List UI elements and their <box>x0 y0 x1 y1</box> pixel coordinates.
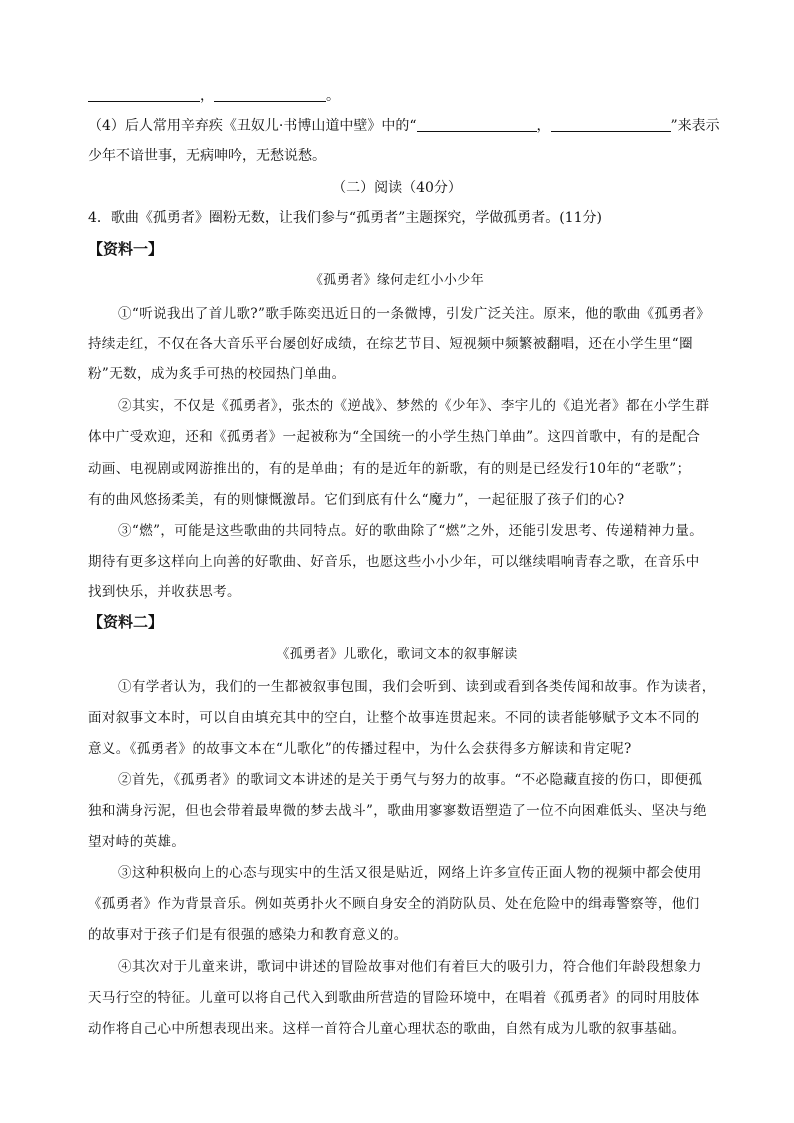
paragraph-line: ③这种积极向上的心态与现实中的生活又很是贴近，网络上许多宣传正面人物的视频中都会使用 <box>118 865 702 881</box>
paragraph-line: 天马行空的特征。儿童可以将自己代入到歌曲所营造的冒险环境中，在唱着《孤勇者》的同时用肢体 <box>88 990 700 1006</box>
paragraph-line: 期待有更多这样向上向善的好歌曲、好音乐，也愿这些小小少年，可以继续唱响青春之歌，在音乐中 <box>88 554 700 570</box>
paragraph-line: ②其实，不仅是《孤勇者》，张杰的《逆战》、梦然的《少年》、李宇儿的《追光者》都在小学生群 <box>118 398 710 414</box>
paragraph-line: ②首先，《孤勇者》的歌词文本讲述的是关于勇气与努力的故事。“不必隐藏直接的伤口，即便孤 <box>118 772 703 788</box>
paragraph-line: 有的曲风悠扬柔美，有的则慷慨激昂。它们到底有什么“魔力”，一起征服了孩子们的心? <box>88 492 625 508</box>
paragraph-line: ③“燃”，可能是这些歌曲的共同特点。好的歌曲除了“燃”之外，还能引发思考、传递精神力量。 <box>118 523 704 539</box>
section-heading: （二）阅读（40分） <box>332 180 462 196</box>
paragraph-line: 独和满身污泥，但也会带着最卑微的梦去战斗”，歌曲用寥寥数语塑造了一位不向困难低头、坚决与绝 <box>88 803 707 819</box>
question-4-prompt: 4．歌曲《孤勇者》圈粉无数，让我们参与“孤勇者”主题探究，学做孤勇者。(11分) <box>88 210 602 226</box>
paragraph-line: ①有学者认为，我们的一生都被叙事包围，我们会听到、读到或看到各类传闻和故事。作为读者， <box>118 679 716 695</box>
material-2-label: 【资料二】 <box>88 613 164 631</box>
paragraph-line: ④其次对于儿童来讲，歌词中讲述的冒险故事对他们有着巨大的吸引力，符合他们年龄段想象力 <box>118 959 702 975</box>
paragraph-line: 意义。《孤勇者》的故事文本在“儿歌化”的传播过程中，为什么会获得多方解读和肯定呢? <box>88 741 632 757</box>
material-2-title: 《孤勇者》儿歌化，歌词文本的叙事解读 <box>276 647 518 662</box>
material-1-title: 《孤勇者》缘何走红小小少年 <box>309 273 485 288</box>
paragraph-line: 动画、电视剧或网游推出的，有的是单曲；有的是近年的新歌，有的则是已经发行10年的“老歌”； <box>88 461 691 477</box>
paragraph-line: 的故事对于孩子们是有很强的感染力和教育意义的。 <box>88 927 408 943</box>
question-3-4-cont: 少年不谙世事，无病呻吟，无愁说愁。 <box>88 148 326 164</box>
answer-blank[interactable] <box>214 87 326 102</box>
paragraph-line: ①“听说我出了首儿歌?”歌手陈奕迅近日的一条微博，引发广泛关注。原来，他的歌曲《孤勇者》 <box>118 306 711 322</box>
paragraph-line: 持续走红，不仅在各大音乐平台屡创好成绩，在综艺节目、短视频中频繁被翻唱，还在小学生里“圈 <box>88 336 694 352</box>
material-1-label: 【资料一】 <box>88 240 164 258</box>
q3-tail-line: ， 。 <box>88 86 706 106</box>
answer-blank[interactable] <box>417 117 537 132</box>
answer-blank[interactable] <box>88 87 200 102</box>
paragraph-line: 找到快乐，并收获思考。 <box>88 584 241 600</box>
paragraph-line: 《孤勇者》作为背景音乐。例如英勇扑火不顾自身安全的消防队员、处在危险中的缉毒警察等，他们 <box>88 896 700 912</box>
answer-blank[interactable] <box>551 117 671 132</box>
paragraph-line: 粉”无数，成为炙手可热的校园热门单曲。 <box>88 366 346 382</box>
paragraph-line: 动作将自己心中所想表现出来。这样一首符合儿童心理状态的歌曲，自然有成为儿歌的叙事基础。 <box>88 1021 686 1037</box>
paragraph-line: 望对峙的英雄。 <box>88 834 186 850</box>
paragraph-line: 体中广受欢迎，还和《孤勇者》一起被称为“全国统一的小学生热门单曲”。这四首歌中，有的是配合 <box>88 429 701 445</box>
paragraph-line: 面对叙事文本时，可以自由填充其中的空白，让整个故事连贯起来。不同的读者能够赋予文本不同的 <box>88 710 700 726</box>
question-3-4: （4）后人常用辛弃疾《丑奴儿·书博山道中壁》中的“ ， ”来表示 <box>88 118 720 134</box>
